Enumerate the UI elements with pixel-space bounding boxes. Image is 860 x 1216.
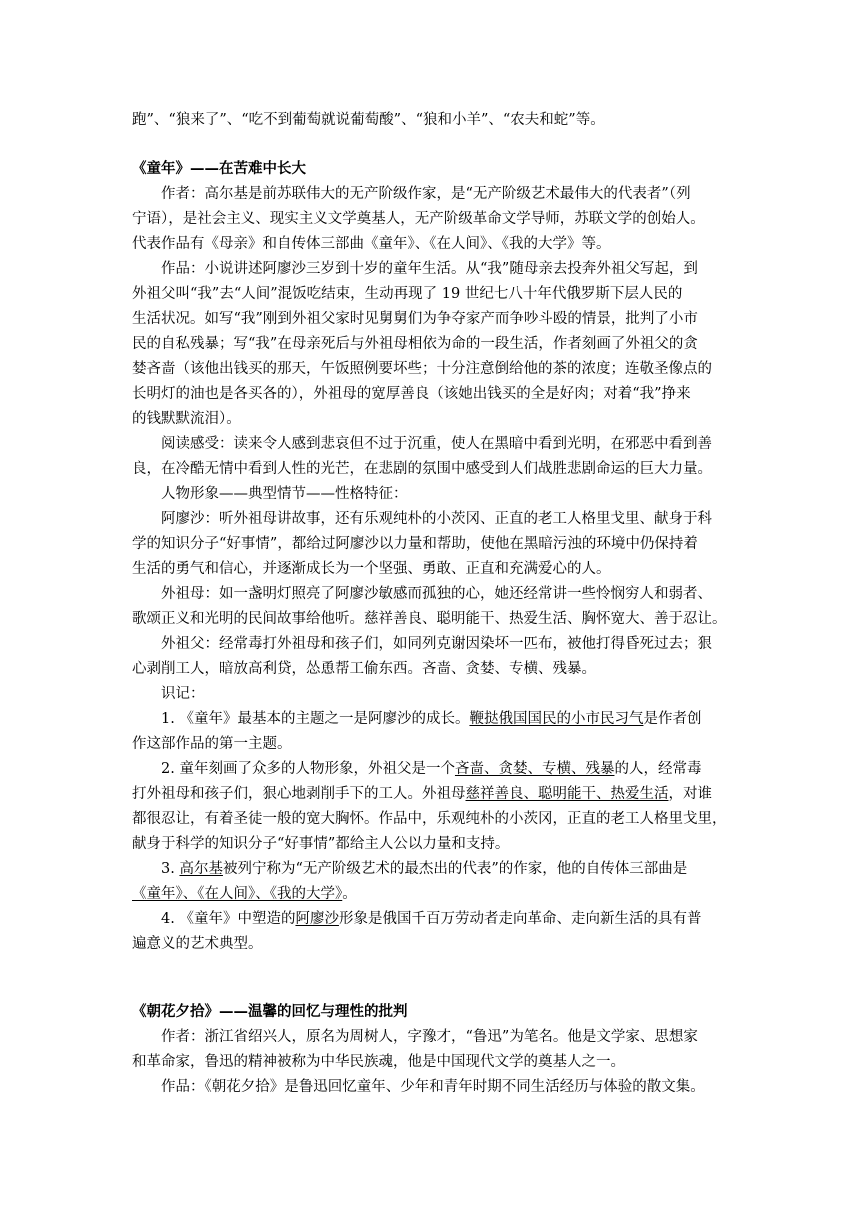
paragraph-line <box>132 882 732 907</box>
paragraph-line: 都很忍让，有着圣徒一般的宽大胸怀。作品中，乐观纯朴的小茨冈，正直的老工人格里戈里， <box>132 811 727 827</box>
memo-item-1 <box>132 707 732 732</box>
paragraph-line: 良，在冷酷无情中看到人性的光芒，在悲剧的氛围中感受到人们战胜悲剧命运的巨大力量。 <box>132 461 712 477</box>
text-run: 2. 童年刻画了众多的人物形象，外祖父是一个 <box>161 761 455 777</box>
paragraph-line: 作品：小说讲述阿廖沙三岁到十岁的童年生活。从“我”随母亲去投奔外祖父写起，到 <box>161 261 698 277</box>
paragraph-line: 婪吝啬（该他出钱买的那天，午饭照例要坏些；十分注意倒给他的茶的浓度；连敬圣像点的 <box>132 361 712 377</box>
paragraph-line <box>132 782 732 807</box>
paragraph-line: 作品：《朝花夕拾》是鲁迅回忆童年、少年和青年时期不同生活经历与体验的散文集。 <box>161 1079 705 1095</box>
paragraph-line: 跑”、“狼来了”、“吃不到葡萄就说葡萄酸”、“狼和小羊”、“农夫和蛇”等。 <box>132 112 605 128</box>
text-run: 的人，经常毒 <box>614 761 702 777</box>
section-dawn-blossoms <box>132 1000 732 1100</box>
memo-item-3 <box>132 857 732 882</box>
paragraph-line: 阅读感受：读来令人感到悲哀但不过于沉重，使人在黑暗中看到光明，在邪恶中看到善 <box>161 436 712 452</box>
text-run: 1. 《童年》最基本的主题之一是阿廖沙的成长。 <box>161 711 470 727</box>
text-run: 4. 《童年》中塑造的 <box>161 911 296 927</box>
paragraph-line: 民的自私残暴；写“我”在母亲死后与外祖母相依为命的一段生活，作者刻画了外祖父的贪 <box>132 336 698 352</box>
text-run: 是作者创 <box>643 711 702 727</box>
paragraph-line: 外祖父叫“我”去“人间”混饭吃结束，生动再现了 19 世纪七八十年代俄罗斯下层人民的 <box>132 286 683 302</box>
paragraph-line: 生活的勇气和信心，并逐渐成长为一个坚强、勇敢、正直和充满爱心的人。 <box>132 561 611 577</box>
paragraph-line: 遍意义的艺术典型。 <box>132 936 263 952</box>
text-run: 被列宁称为“无产阶级艺术的最杰出的代表”的作家，他的自传体三部曲是 <box>222 861 688 877</box>
underlined-answer: 《童年》、《在人间》、《我的大学》 <box>132 886 343 902</box>
paragraph-line: 宁语），是社会主义、现实主义文学奠基人，无产阶级革命文学导师，苏联文学的创始人。 <box>132 211 705 227</box>
paragraph-line: 和革命家，鲁迅的精神被称为中华民族魂，他是中国现代文学的奠基人之一。 <box>132 1054 625 1070</box>
paragraph-line: 献身于科学的知识分子“好事情”都给主人公以力量和支持。 <box>132 836 510 852</box>
section-title: 《朝花夕拾》——温馨的回忆与理性的批判 <box>132 1004 408 1020</box>
paragraph-line: 作者：高尔基是前苏联伟大的无产阶级作家，是“无产阶级艺术最伟大的代表者”（列 <box>161 186 691 202</box>
paragraph-line: 学的知识分子“好事情”，都给过阿廖沙以力量和帮助，使他在黑暗污浊的环境中仍保持着 <box>132 536 698 552</box>
underlined-answer: 吝啬、贪婪、专横、残暴 <box>454 761 615 777</box>
section-childhood <box>132 157 732 957</box>
paragraph-line: 长明灯的油也是各买各的），外祖母的宽厚善良（该她出钱买的全是好肉；对着“我”挣来 <box>132 386 691 402</box>
paragraph-line: 作这部作品的第一主题。 <box>132 736 292 752</box>
text-run: 3. <box>161 861 180 877</box>
underlined-answer: 慈祥善良、聪明能干、热爱生活 <box>465 786 669 802</box>
paragraph-line: 的钱默默流泪）。 <box>132 411 241 427</box>
paragraph-line: 生活状况。如写“我”刚到外祖父家时见舅舅们为争夺家产而争吵斗殴的情景，批判了小市 <box>132 311 698 327</box>
text-run: 形象是俄国千百万劳动者走向革命、走向新生活的具有普 <box>338 911 702 927</box>
paragraph-line: 人物形象——典型情节——性格特征： <box>161 486 408 502</box>
memo-label: 识记： <box>161 686 205 702</box>
fable-list-continuation <box>132 108 732 133</box>
paragraph-line: 歌颂正义和光明的民间故事给他听。慈祥善良、聪明能干、热爱生活、胸怀宽大、善于忍让。 <box>132 611 727 627</box>
underlined-answer: 阿廖沙 <box>295 911 339 927</box>
underlined-answer: 鞭挞俄国国民的小市民习气 <box>469 711 644 727</box>
paragraph-line: 阿廖沙：听外祖母讲故事，还有乐观纯朴的小茨冈、正直的老工人格里戈里、献身于科 <box>161 511 712 527</box>
section-title: 《童年》——在苦难中长大 <box>132 161 306 177</box>
paragraph-line: 代表作品有《母亲》和自传体三部曲《童年》、《在人间》、《我的大学》等。 <box>132 236 611 252</box>
memo-item-4 <box>132 907 732 932</box>
underlined-answer: 高尔基 <box>179 861 223 877</box>
paragraph-line: 外祖父：经常毒打外祖母和孩子们，如同列克谢因染坏一匹布，被他打得昏死过去；狠 <box>161 636 712 652</box>
paragraph-line: 外祖母：如一盏明灯照亮了阿廖沙敏感而孤独的心，她还经常讲一些怜悯穷人和弱者、 <box>161 586 712 602</box>
paragraph-line: 心剥削工人，暗放高利贷，怂恿帮工偷东西。吝啬、贪婪、专横、残暴。 <box>132 661 596 677</box>
memo-item-2 <box>132 757 732 782</box>
text-run: ，对谁 <box>668 786 712 802</box>
paragraph-line: 作者：浙江省绍兴人，原名为周树人，字豫才，“鲁迅”为笔名。他是文学家、思想家 <box>161 1029 698 1045</box>
text-run: 打外祖母和孩子们，狠心地剥削手下的工人。外祖母 <box>132 786 466 802</box>
text-run: 。 <box>342 886 357 902</box>
